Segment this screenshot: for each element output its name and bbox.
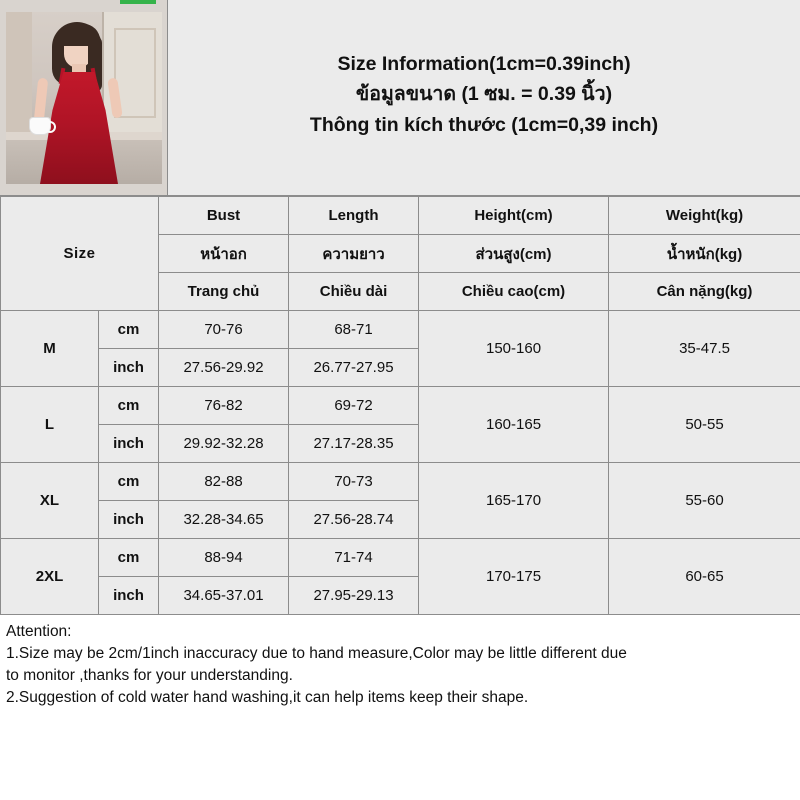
bust-cm-m: 70-76: [159, 311, 289, 349]
size-table: [0, 196, 800, 615]
length-cm-xl: 70-73: [289, 463, 419, 501]
table-header-row-english: [1, 197, 800, 235]
attention-note-1-line-1: 1.Size may be 2cm/1inch inaccuracy due to hand measure,Color may be little different due: [6, 645, 627, 663]
length-inch-l: 27.17-28.35: [289, 425, 419, 463]
title-line-thai: ข้อมูลขนาด (1 ซม. = 0.39 นิ้ว): [355, 83, 613, 106]
weight-l: 50-55: [609, 387, 800, 463]
title-line-english: Size Information(1cm=0.39inch): [337, 53, 631, 76]
table-row: [1, 387, 800, 425]
unit-inch-m: inch: [99, 349, 159, 387]
header-bust-en: Bust: [159, 197, 289, 235]
bust-inch-xl: 32.28-34.65: [159, 501, 289, 539]
attention-note-2: 2.Suggestion of cold water hand washing,it can help items keep their shape.: [6, 689, 529, 707]
header-bust-vi: Trang chủ: [159, 273, 289, 311]
photo-wall-left: [6, 12, 32, 132]
photo-door: [102, 12, 162, 140]
bust-inch-m: 27.56-29.92: [159, 349, 289, 387]
length-cm-2xl: 71-74: [289, 539, 419, 577]
length-inch-m: 26.77-27.95: [289, 349, 419, 387]
size-code-2xl: 2XL: [1, 539, 99, 615]
length-cm-m: 68-71: [289, 311, 419, 349]
table-row: [1, 463, 800, 501]
size-code-m: M: [1, 311, 99, 387]
header-weight-en: Weight(kg): [609, 197, 800, 235]
unit-cm-2xl: cm: [99, 539, 159, 577]
green-marker-bar: [120, 0, 156, 4]
size-label-cell: Size: [1, 197, 159, 311]
header-bust-th: หน้าอก: [159, 235, 289, 273]
unit-cm-xl: cm: [99, 463, 159, 501]
unit-cm-m: cm: [99, 311, 159, 349]
photo-model-arm-left: [34, 78, 49, 123]
weight-xl: 55-60: [609, 463, 800, 539]
header-weight-vi: Cân nặng(kg): [609, 273, 800, 311]
length-cm-l: 69-72: [289, 387, 419, 425]
product-photo: [0, 0, 168, 195]
header: [0, 0, 800, 196]
unit-inch-l: inch: [99, 425, 159, 463]
title-line-vietnamese: Thông tin kích thước (1cm=0,39 inch): [309, 113, 659, 136]
height-l: 160-165: [419, 387, 609, 463]
table-row: [1, 311, 800, 349]
table-row: [1, 539, 800, 577]
unit-cm-l: cm: [99, 387, 159, 425]
header-length-vi: Chiều dài: [289, 273, 419, 311]
header-length-th: ความยาว: [289, 235, 419, 273]
weight-m: 35-47.5: [609, 311, 800, 387]
header-length-en: Length: [289, 197, 419, 235]
unit-inch-2xl: inch: [99, 577, 159, 615]
header-weight-th: น้ำหนัก(kg): [609, 235, 800, 273]
size-code-xl: XL: [1, 463, 99, 539]
attention-block: [0, 615, 800, 716]
title-block: [168, 0, 800, 195]
size-code-l: L: [1, 387, 99, 463]
bust-inch-l: 29.92-32.28: [159, 425, 289, 463]
length-inch-2xl: 27.95-29.13: [289, 577, 419, 615]
attention-heading: Attention:: [6, 623, 72, 640]
height-2xl: 170-175: [419, 539, 609, 615]
header-height-th: ส่วนสูง(cm): [419, 235, 609, 273]
attention-note-1-line-2: to monitor ,thanks for your understanding.: [6, 667, 293, 685]
photo-coffee-cup: [30, 118, 50, 134]
height-m: 150-160: [419, 311, 609, 387]
height-xl: 165-170: [419, 463, 609, 539]
bust-cm-l: 76-82: [159, 387, 289, 425]
header-height-vi: Chiều cao(cm): [419, 273, 609, 311]
header-height-en: Height(cm): [419, 197, 609, 235]
weight-2xl: 60-65: [609, 539, 800, 615]
bust-cm-2xl: 88-94: [159, 539, 289, 577]
bust-inch-2xl: 34.65-37.01: [159, 577, 289, 615]
unit-inch-xl: inch: [99, 501, 159, 539]
bust-cm-xl: 82-88: [159, 463, 289, 501]
product-photo-image: [6, 12, 162, 184]
length-inch-xl: 27.56-28.74: [289, 501, 419, 539]
